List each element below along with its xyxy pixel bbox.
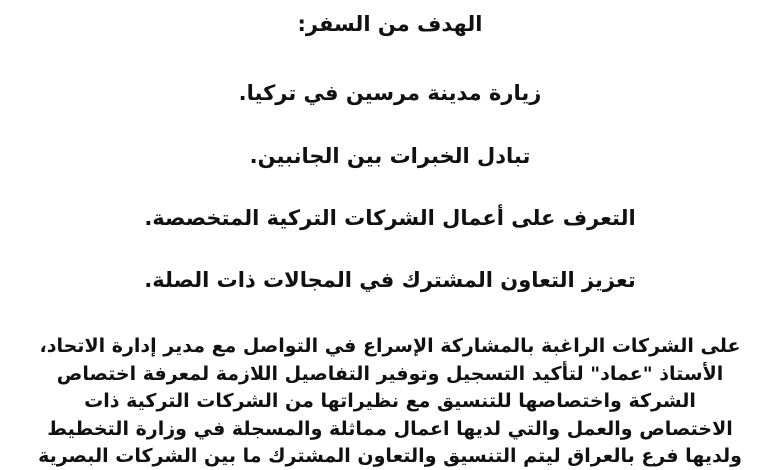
paragraph-line: الاختصاص والعمل والتي لديها اعمال مماثلة والمسجلة في وزارة التخطيط — [47, 417, 733, 440]
section-heading: الهدف من السفر: — [297, 12, 483, 36]
objective-item: زيارة مدينة مرسين في تركيا. — [238, 81, 542, 105]
paragraph-line: الشركة واختصاصها للتنسيق مع نظيراتها من الشركات التركية ذات — [84, 390, 696, 412]
instructions-paragraph — [30, 333, 750, 470]
paragraph-line: على الشركات الراغبة بالمشاركة الإسراع في التواصل مع مدير إدارة الاتحاد، — [39, 335, 741, 357]
paragraph-line: الأستاذ "عماد" لتأكيد التسجيل وتوفير التفاصيل اللازمة لمعرفة اختصاص — [56, 362, 724, 385]
objective-item: تعزيز التعاون المشترك في المجالات ذات الصلة. — [144, 268, 636, 292]
objective-item: تبادل الخبرات بين الجانبين. — [249, 144, 531, 168]
paragraph-line: ولديها فرع بالعراق ليتم التنسيق والتعاون المشترك ما بين الشركات البصرية — [38, 445, 742, 467]
objective-item: التعرف على أعمال الشركات التركية المتخصصة. — [144, 206, 636, 230]
